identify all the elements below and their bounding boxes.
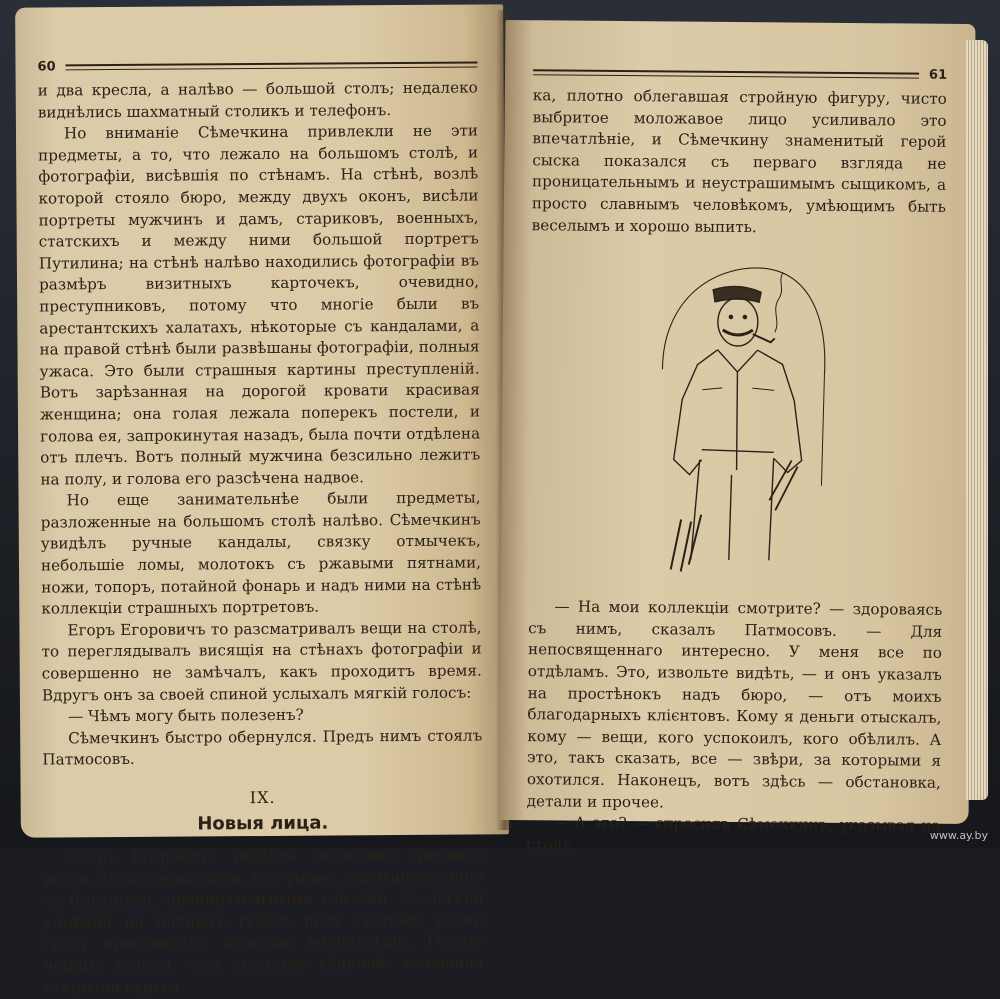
paragraph: Но вниманіе Сѣмечкина привлекли не эти предметы, а то, что лежало на большомъ столѣ, и фотографіи, висѣвшія по стѣнамъ. На стѣнѣ, возлѣ которой стояло бюро, между двухъ оконъ, висѣли портреты мужчинъ и дамъ, стариковъ, военныхъ, статскихъ и между ними большой портретъ Путилина; на стѣнѣ налѣво находились фотографіи въ размѣръ визитныхъ карточекъ, очевидно, преступниковъ, потому что многіе были въ арестантскихъ халатахъ, нѣкоторые съ кандалами, а на правой стѣнѣ были развѣшаны фотографіи, полныя ужаса. Это были страшныя картины преступленій. Вотъ зарѣзанная на дорогой кровати красивая женщина; она голая лежала поперекъ постели, и голова ея, запрокинутая назадъ, была почти отдѣлена отъ плечъ. Вотъ полный мужчина безсильно лежитъ на полу, и голова его разсѣчена надвое. [38, 121, 481, 489]
right-page-header [533, 64, 947, 83]
paragraph: Но еще занимательнѣе были предметы, разложенные на большомъ столѣ налѣво. Сѣмечкинъ увидѣлъ ручные кандалы, связку отмычекъ, небольшіе ломы, молотокъ съ ржавыми пятнами, ножи, топоръ, потайной фонарь и надъ ними на стѣнѣ коллекціи страшныхъ портретовъ. [40, 488, 482, 618]
header-rule [66, 61, 478, 70]
left-page [15, 4, 509, 997]
right-page-text [526, 85, 947, 859]
left-page-text [38, 77, 484, 998]
page-edge-stack [966, 40, 988, 800]
paragraph: — На мои коллекціи смотрите? — здороваясь съ нимъ, сказалъ Патмосовъ. — Для непосвященнаго интересно. У меня все по отдѣламъ. Это, извольте видѣть, — и онъ указалъ на простѣнокъ надъ бюро, — отъ моихъ благодарныхъ клієнтовъ. Кому я деньги отыскалъ, кому — вещи, кого успокоилъ, кого обѣлилъ. А это, такъ сказать, все — звѣри, за которыми я охотился. Наконецъ, вотъ здѣсь — обстановка, детали и прочее. [526, 597, 943, 811]
paragraph: Егоръ Егоровичъ увидѣлъ господина средняго роста, лѣтъ сорока пяти. Его умное, энергичное лицо съ быстрыми, проницательными глазами, съ легкой улыбкой на полныхъ губахъ подъ густыми усами сразу производило пріятное впечатлѣніе. Густые черные волосы, чуть тронутые сѣдиной, домашняя открытая куртка, [43, 845, 484, 997]
watermark: www.ay.by [929, 829, 988, 842]
paragraph: ка, плотно облегавшая стройную фигуру, чисто выбритое моложавое лицо усиливало это впечатлѣніе, и Сѣмечкину знаменитый герой сыска показался съ перваго взгляда не проницательнымъ и неустрашимымъ сыщикомъ, а просто славнымъ человѣкомъ, умѣющимъ быть веселымъ и хорошо выпить. [531, 86, 947, 236]
right-page-number: 61 [928, 67, 948, 83]
header-rule [533, 69, 919, 78]
chapter-title: Новыя лица. [197, 812, 329, 835]
left-page-header [37, 56, 477, 74]
paragraph: и два кресла, а налѣво — большой столъ; недалеко виднѣлись шахматный столикъ и телефонъ. [37, 78, 478, 122]
left-page-number: 60 [37, 59, 56, 75]
paragraph: — А это? — спросилъ Сѣмечкинъ, указывая на столъ. [526, 813, 941, 854]
detective-portrait-sketch-icon [641, 259, 834, 581]
paragraph: — Чѣмъ могу быть полезенъ? [67, 705, 304, 726]
paragraph: Егоръ Егоровичъ то разсматривалъ вещи на столѣ, то переглядывалъ висящія на стѣнахъ фотографіи и совершенно не замѣчалъ, какъ проходитъ время. Вдругъ онъ за своей спиной услыхалъ мягкій голосъ: [41, 618, 482, 705]
paragraph: Сѣмечкинъ быстро обернулся. Предъ нимъ стоялъ Патмосовъ. [42, 726, 483, 769]
chapter-number: IX. [249, 787, 276, 808]
